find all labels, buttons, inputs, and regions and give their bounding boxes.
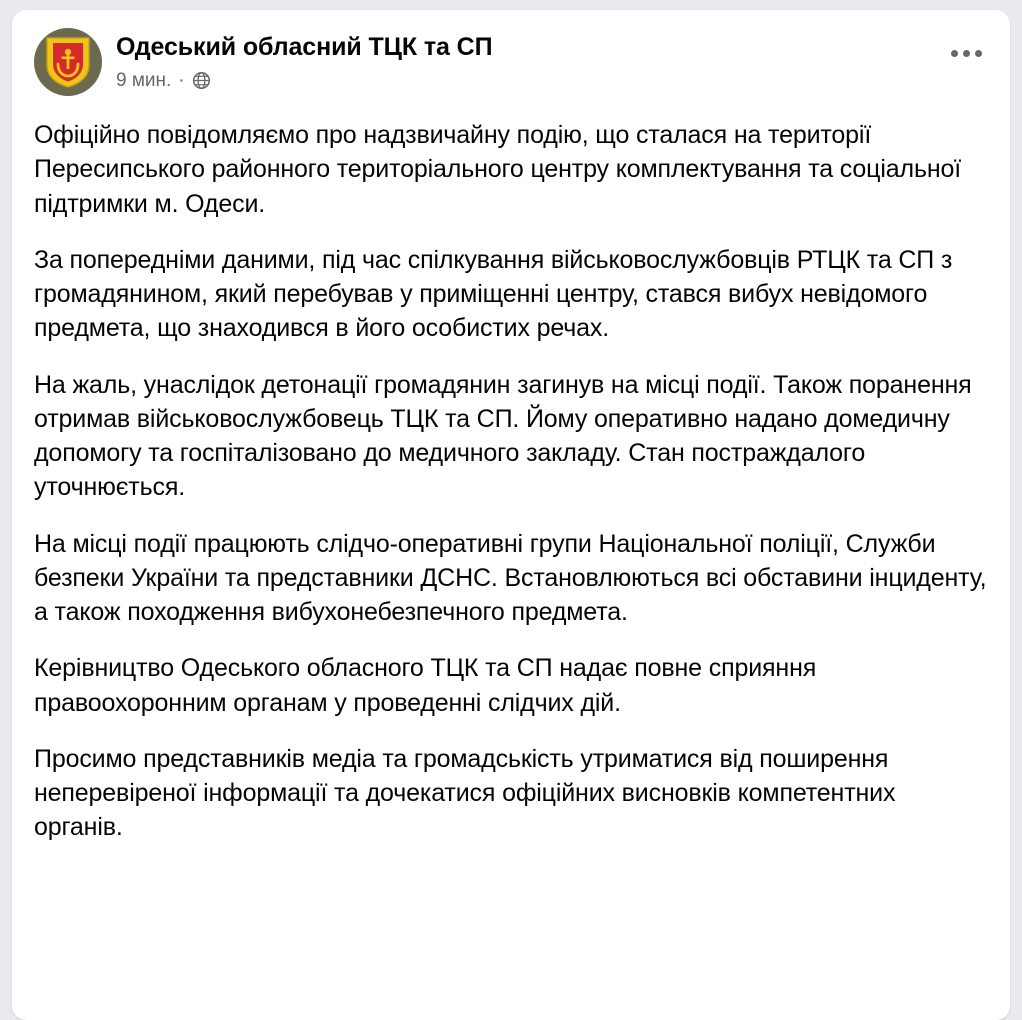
facebook-post-card: [12, 10, 1010, 1020]
avatar[interactable]: [34, 28, 102, 96]
post-paragraph: На місці події працюють слідчо-оперативні групи Національної поліції, Служби безпеки України та представники ДСНС. Встановлюються всі обставини інциденту, а також походження вибухонебезпечного предмета.: [34, 529, 987, 626]
ellipsis-dot-icon: [951, 50, 958, 57]
post-author-block: [116, 28, 492, 92]
post-paragraph: Офіційно повідомляємо про надзвичайну подію, що сталася на території Пересипського районного територіального центру комплектування та соціальної підтримки м. Одеси.: [34, 121, 962, 218]
post-paragraph: На жаль, унаслідок детонації громадянин загинув на місці події. Також поранення отримав військовослужбовець ТЦК та СП. Йому оперативно надано домедичну допомогу та госпіталізовано до медичного закладу. Стан постраждалого уточнюється.: [34, 370, 972, 502]
post-paragraph: Керівництво Одеського обласного ТЦК та СП надає повне сприяння правоохоронним органам у проведенні слідчих дій.: [34, 654, 817, 717]
post-body: [34, 118, 988, 845]
ellipsis-dot-icon: [963, 50, 970, 57]
post-header: [34, 28, 988, 96]
post-meta: [116, 70, 492, 92]
ellipsis-dot-icon: [975, 50, 982, 57]
page-name[interactable]: Одеський обласний ТЦК та СП: [116, 33, 493, 61]
meta-separator: ·: [178, 70, 185, 91]
military-crest-anchor-icon: [43, 35, 93, 89]
post-paragraph: Просимо представників медіа та громадськість утриматися від поширення неперевіреної інформації та дочекатися офіційних висновків компетентних органів.: [34, 744, 896, 842]
post-more-options-button[interactable]: [944, 36, 988, 70]
globe-icon[interactable]: [192, 71, 211, 90]
post-timestamp[interactable]: 9 мин.: [116, 69, 172, 91]
post-paragraph: За попередніми даними, під час спілкування військовослужбовців РТЦК та СП з громадянином, який перебував у приміщенні центру, стався вибух невідомого предмета, що знаходився в його особистих речах.: [34, 245, 953, 343]
